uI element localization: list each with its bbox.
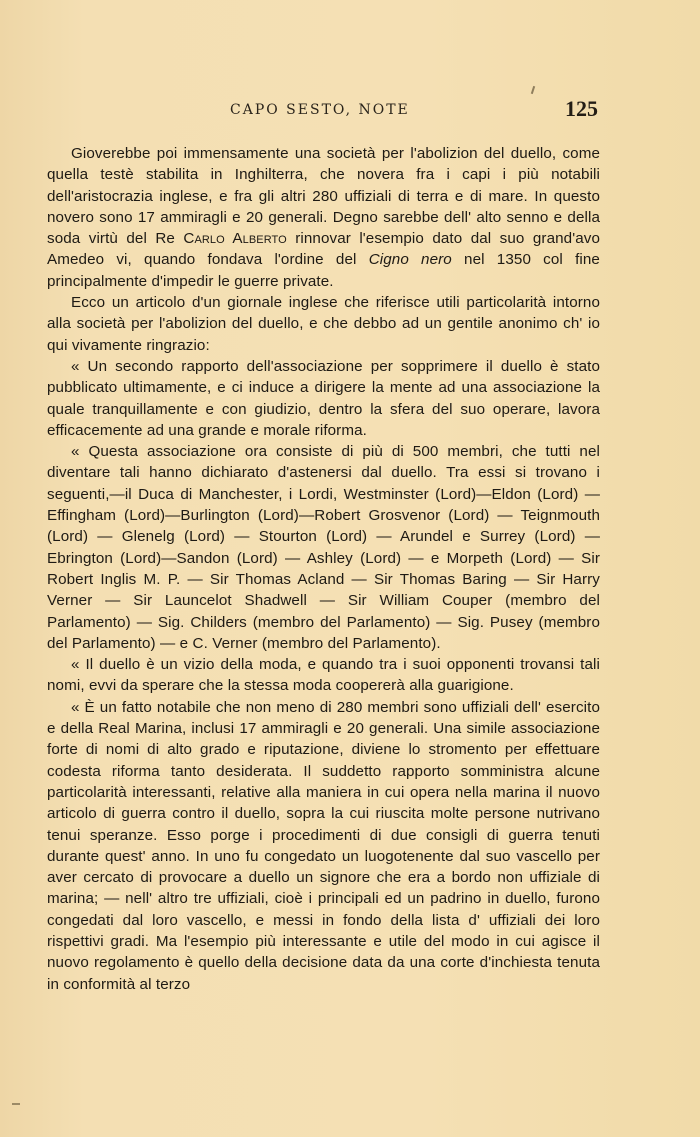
paragraph-6: « È un fatto notabile che non meno di 280 membri sono uffiziali dell' esercito e della Real Marina, inclusi 17 ammiragli e 20 generali. Una simile associazione forte di nomi di alto grado e riputazione, diviene lo stromento per effettuare codesta riforma tanto desiderata. Il suddetto rapporto somministra alcune particolarità interessanti, relative alla maniera in cui opera nella marina il nuovo articolo di guerra contro il duello, sopra la cui riuscita molte persone nutrivano tenui speranze. Esso porge i procedimenti di due consigli di guerra tenuti durante quest' anno. In uno fu congedato un luogotenente dal suo vascello per aver cercato di provocare a duello un signore che era a bordo non uffiziale di marina; — nell' altro tre uffiziali, cioè i principali ed un padrino in duello, furono congedati dal loro vascello, e messi in fondo della lista d' uffiziali dei loro rispettivi gradi. Ma l'esempio più interessante e utile del modo in cui agisce il nuovo regolamento è quello della decisione data da una corte d'inchiesta tenuta in conformità al terzo [47, 698, 600, 993]
page-body [47, 143, 600, 995]
page-edge-mark [12, 1103, 20, 1105]
paragraph-1 [47, 143, 600, 292]
paragraph-5: « Il duello è un vizio della moda, e quando tra i suoi opponenti trovansi tali nomi, evvi da sperare che la stessa moda coopererà alla guarigione. [47, 656, 600, 695]
paragraph-3: « Un secondo rapporto dell'associazione per sopprimere il duello è stato pubblicato ultimamente, e ci induce a dirigere la mente ad una associazione la quale tranquillamente e con giudizio, dentro la sfera del suo operare, lavora efficacemente ad una grande e morale riforma. [47, 357, 600, 439]
print-mark [531, 86, 535, 94]
running-head: CAPO SESTO, NOTE [230, 102, 410, 118]
paragraph-2: Ecco un articolo d'un giornale inglese che riferisce utili particolarità intorno alla società per l'abolizion del duello, e che debbo ad un gentile anonimo ch' io qui vivamente ringrazio: [47, 294, 600, 354]
paragraph-4: « Questa associazione ora consiste di più di 500 membri, che tutti nel diventare tali hanno dichiarato d'astenersi dal duello. Tra essi si trovano i seguenti,—il Duca di Manchester, i Lordi, Westminster (Lord)—Eldon (Lord) — Effingham (Lord)—Burlington (Lord)—Robert Grosvenor (Lord) — Teignmouth (Lord) — Glenelg (Lord) — Stourton (Lord) — Arundel e Surrey (Lord) — Ebrington (Lord)—Sandon (Lord) — Ashley (Lord) — e Morpeth (Lord) — Sir Robert Inglis M. P. — Sir Thomas Acland — Sir Thomas Baring — Sir Harry Verner — Sir Launcelot Shadwell — Sir William Couper (membro del Parlamento) — Sig. Childers (membro del Parlamento) — Sig. Pusey (membro del Parlamento) — e C. Verner (membro del Parlamento). [47, 443, 600, 652]
king-name: Carlo Alberto [183, 230, 287, 248]
page-number: 125 [565, 96, 598, 121]
paragraph-1-text-b: rinnovar l'esempio dato dal suo grand'avo Amedeo vi, quando fondava l'ordine del [47, 230, 600, 269]
paragraph-1-text-c: nel 1350 col fine principalmente d'impedir le guerre private. [47, 251, 600, 290]
paragraph-1-text-a: Gioverebbe poi immensamente una società per l'abolizion del duello, come quella testè stabilita in Inghilterra, che novera fra i capi i più notabili dell'aristocrazia inglese, e fra gli altri 280 uffiziali di terra e di mare. In questo novero sono 17 ammiragli e 20 generali. Degno sarebbe dell' alto senno e della soda virtù del Re [47, 145, 600, 248]
page-header [0, 96, 700, 126]
order-name: Cigno nero [368, 251, 452, 269]
